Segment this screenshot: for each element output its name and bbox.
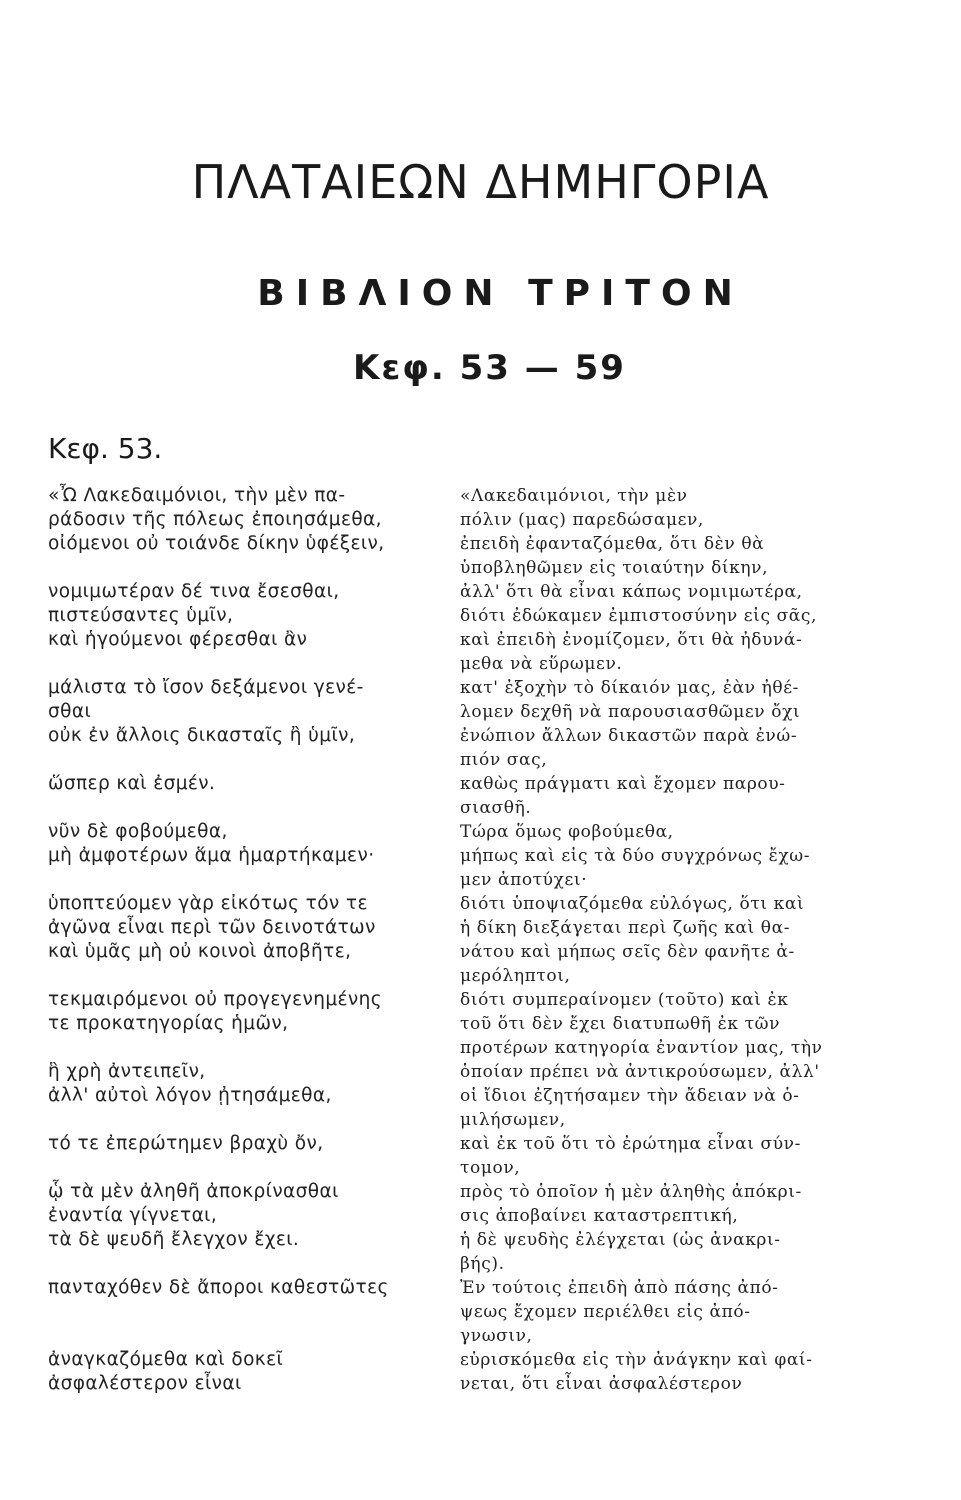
translation-line: ἀλλ' ὅτι θὰ εἶναι κάπως νομιμωτέρα, — [460, 582, 803, 602]
book-heading: ΒΙΒΛΙΟΝ ΤΡΙΤΟΝ — [257, 273, 744, 314]
original-line: τό τε ἐπερώτημεν βραχὺ ὄν, — [48, 1133, 324, 1154]
translation-line: πόλιν (μας) παρεδώσαμεν, — [460, 510, 704, 530]
translation-line: καὶ ἐκ τοῦ ὅτι τὸ ἐρώτημα εἶναι σύν- — [460, 1134, 801, 1154]
original-line: μάλιστα τὸ ἴσον δεξάμενοι γενέ- — [48, 677, 364, 698]
translation-line: πρὸς τὸ ὁποῖον ἡ μὲν ἀληθὴς ἀπόκρι- — [460, 1182, 802, 1202]
original-line — [48, 964, 448, 988]
translation-line: μεν ἀποτύχει· — [460, 870, 588, 890]
original-line: ᾧ τὰ μὲν ἀληθῆ ἀποκρίνασθαι — [48, 1181, 339, 1202]
original-line: τε προκατηγορίας ἡμῶν, — [48, 1013, 289, 1034]
translation-line: Ἐν τούτοις ἐπειδὴ ἀπὸ πάσης ἀπό- — [460, 1278, 779, 1298]
translation-line: βής). — [460, 1254, 505, 1274]
page-title: ΠΛΑΤΑΙΕΩΝ ΔΗΜΗΓΟΡΙΑ — [191, 155, 770, 209]
translation-line: καὶ ἐπειδὴ ἐνομίζομεν, ὅτι θὰ ἠδυνά- — [460, 630, 803, 650]
chapter-label: Κεφ. 53. — [48, 432, 163, 465]
original-line: ἀγῶνα εἶναι περὶ τῶν δεινοτάτων — [48, 917, 376, 938]
chapter-range: Κεφ. 53 — 59 — [353, 348, 626, 388]
translation-line: εὑρισκόμεθα εἰς τὴν ἀνάγκην καὶ φαί- — [460, 1350, 813, 1370]
translation-line: ἐπειδὴ ἐφανταζόμεθα, ὅτι δὲν θὰ — [460, 534, 765, 554]
original-line: «Ὦ Λακεδαιμόνιοι, τὴν μὲν πα- — [48, 485, 346, 506]
original-line: ἀναγκαζόμεθα καὶ δοκεῖ — [48, 1349, 284, 1370]
original-line: τὰ δὲ ψευδῆ ἔλεγχον ἔχει. — [48, 1229, 300, 1250]
original-line: πιστεύσαντες ὑμῖν, — [48, 605, 234, 626]
translation-line: πιόν σας, — [460, 750, 548, 770]
translation-line: σιασθῆ. — [460, 798, 532, 818]
original-line: νῦν δὲ φοβούμεθα, — [48, 821, 228, 842]
translation-line: Τώρα ὅμως φοβούμεθα, — [460, 822, 674, 842]
translation-line: κατ' ἐξοχὴν τὸ δίκαιόν μας, ἐὰν ἠθέ- — [460, 678, 799, 698]
translation-line: διότι ὑποψιαζόμεθα εὐλόγως, ὅτι καὶ — [460, 894, 805, 914]
original-line: ἣ χρὴ ἀντειπεῖν, — [48, 1061, 206, 1082]
original-line: ἐναντία γίγνεται, — [48, 1205, 218, 1226]
original-line: ὥσπερ καὶ ἐσμέν. — [48, 773, 216, 794]
original-line: ἀσφαλέστερον εἶναι — [48, 1373, 242, 1394]
original-line: νομιμωτέραν δέ τινα ἔσεσθαι, — [48, 581, 340, 602]
original-line — [48, 1108, 448, 1132]
translation-line: ψεως ἔχομεν περιέλθει εἰς ἀπό- — [460, 1302, 751, 1322]
original-line: καὶ ὑμᾶς μὴ οὐ κοινοὶ ἀποβῆτε, — [48, 941, 352, 962]
original-line: οἰόμενοι οὐ τοιάνδε δίκην ὑφέξειν, — [48, 533, 385, 554]
translation-line: καθὼς πράγματι καὶ ἔχομεν παρου- — [460, 774, 786, 794]
original-line — [48, 1156, 448, 1180]
original-line — [48, 556, 448, 580]
translation-line: τοῦ ὅτι δὲν ἔχει διατυπωθῆ ἐκ τῶν — [460, 1014, 781, 1034]
translation-line: μερόληπτοι, — [460, 966, 571, 986]
original-line: τεκμαιρόμενοι οὐ προγεγενημένης — [48, 989, 383, 1010]
translation-text-column — [460, 484, 890, 1396]
translation-line: μεθα νὰ εὕρωμεν. — [460, 654, 623, 674]
translation-line: ὑποβληθῶμεν εἰς τοιαύτην δίκην, — [460, 558, 769, 578]
translation-line: «Λακεδαιμόνιοι, τὴν μὲν — [460, 486, 688, 506]
translation-line: οἱ ἴδιοι ἐζητήσαμεν τὴν ἄδειαν νὰ ὁ- — [460, 1086, 800, 1106]
translation-line: σις ἀποβαίνει καταστρεπτική, — [460, 1206, 739, 1226]
original-text-column — [48, 484, 448, 1396]
original-line — [48, 1252, 448, 1276]
original-line — [48, 796, 448, 820]
original-line: μὴ ἀμφοτέρων ἅμα ἡμαρτήκαμεν· — [48, 845, 375, 866]
translation-line: νεται, ὅτι εἶναι ἀσφαλέστερον — [460, 1374, 743, 1394]
original-line — [48, 1036, 448, 1060]
original-line: σθαι — [48, 701, 92, 722]
original-line — [48, 1300, 448, 1324]
original-line: ἀλλ' αὐτοὶ λόγον ᾐτησάμεθα, — [48, 1085, 332, 1106]
translation-line: μιλήσωμεν, — [460, 1110, 566, 1130]
translation-line: ἡ δίκη διεξάγεται περὶ ζωῆς καὶ θα- — [460, 918, 791, 938]
original-line: καὶ ἡγούμενοι φέρεσθαι ἂν — [48, 629, 308, 650]
original-line: ὑποπτεύομεν γὰρ εἰκότως τόν τε — [48, 893, 368, 914]
original-line — [48, 868, 448, 892]
original-line: πανταχόθεν δὲ ἄποροι καθεστῶτες — [48, 1277, 389, 1298]
translation-line: ἐνώπιον ἄλλων δικαστῶν παρὰ ἐνώ- — [460, 726, 798, 746]
original-line: ράδοσιν τῆς πόλεως ἐποιησάμεθα, — [48, 509, 382, 530]
original-line — [48, 652, 448, 676]
translation-line: νάτου καὶ μήπως σεῖς δὲν φανῆτε ἀ- — [460, 942, 795, 962]
translation-line: γνωσιν, — [460, 1326, 533, 1346]
original-line: οὐκ ἐν ἄλλοις δικασταῖς ἢ ὑμῖν, — [48, 725, 356, 746]
translation-line: ὁποίαν πρέπει νὰ ἀντικρούσωμεν, ἀλλ' — [460, 1062, 820, 1082]
translation-line: διότι συμπεραίνομεν (τοῦτο) καὶ ἐκ — [460, 990, 789, 1010]
translation-line: λομεν δεχθῆ νὰ παρουσιασθῶμεν ὄχι — [460, 702, 801, 722]
translation-line: μήπως καὶ εἰς τὰ δύο συγχρόνως ἔχω- — [460, 846, 811, 866]
translation-line: διότι ἐδώκαμεν ἐμπιστοσύνην εἰς σᾶς, — [460, 606, 817, 626]
original-line — [48, 1324, 448, 1348]
translation-line: τομον, — [460, 1158, 521, 1178]
translation-line: προτέρων κατηγορία ἐναντίον μας, τὴν — [460, 1038, 823, 1058]
original-line — [48, 748, 448, 772]
translation-line: ἡ δὲ ψευδὴς ἐλέγχεται (ὡς ἀνακρι- — [460, 1230, 781, 1250]
